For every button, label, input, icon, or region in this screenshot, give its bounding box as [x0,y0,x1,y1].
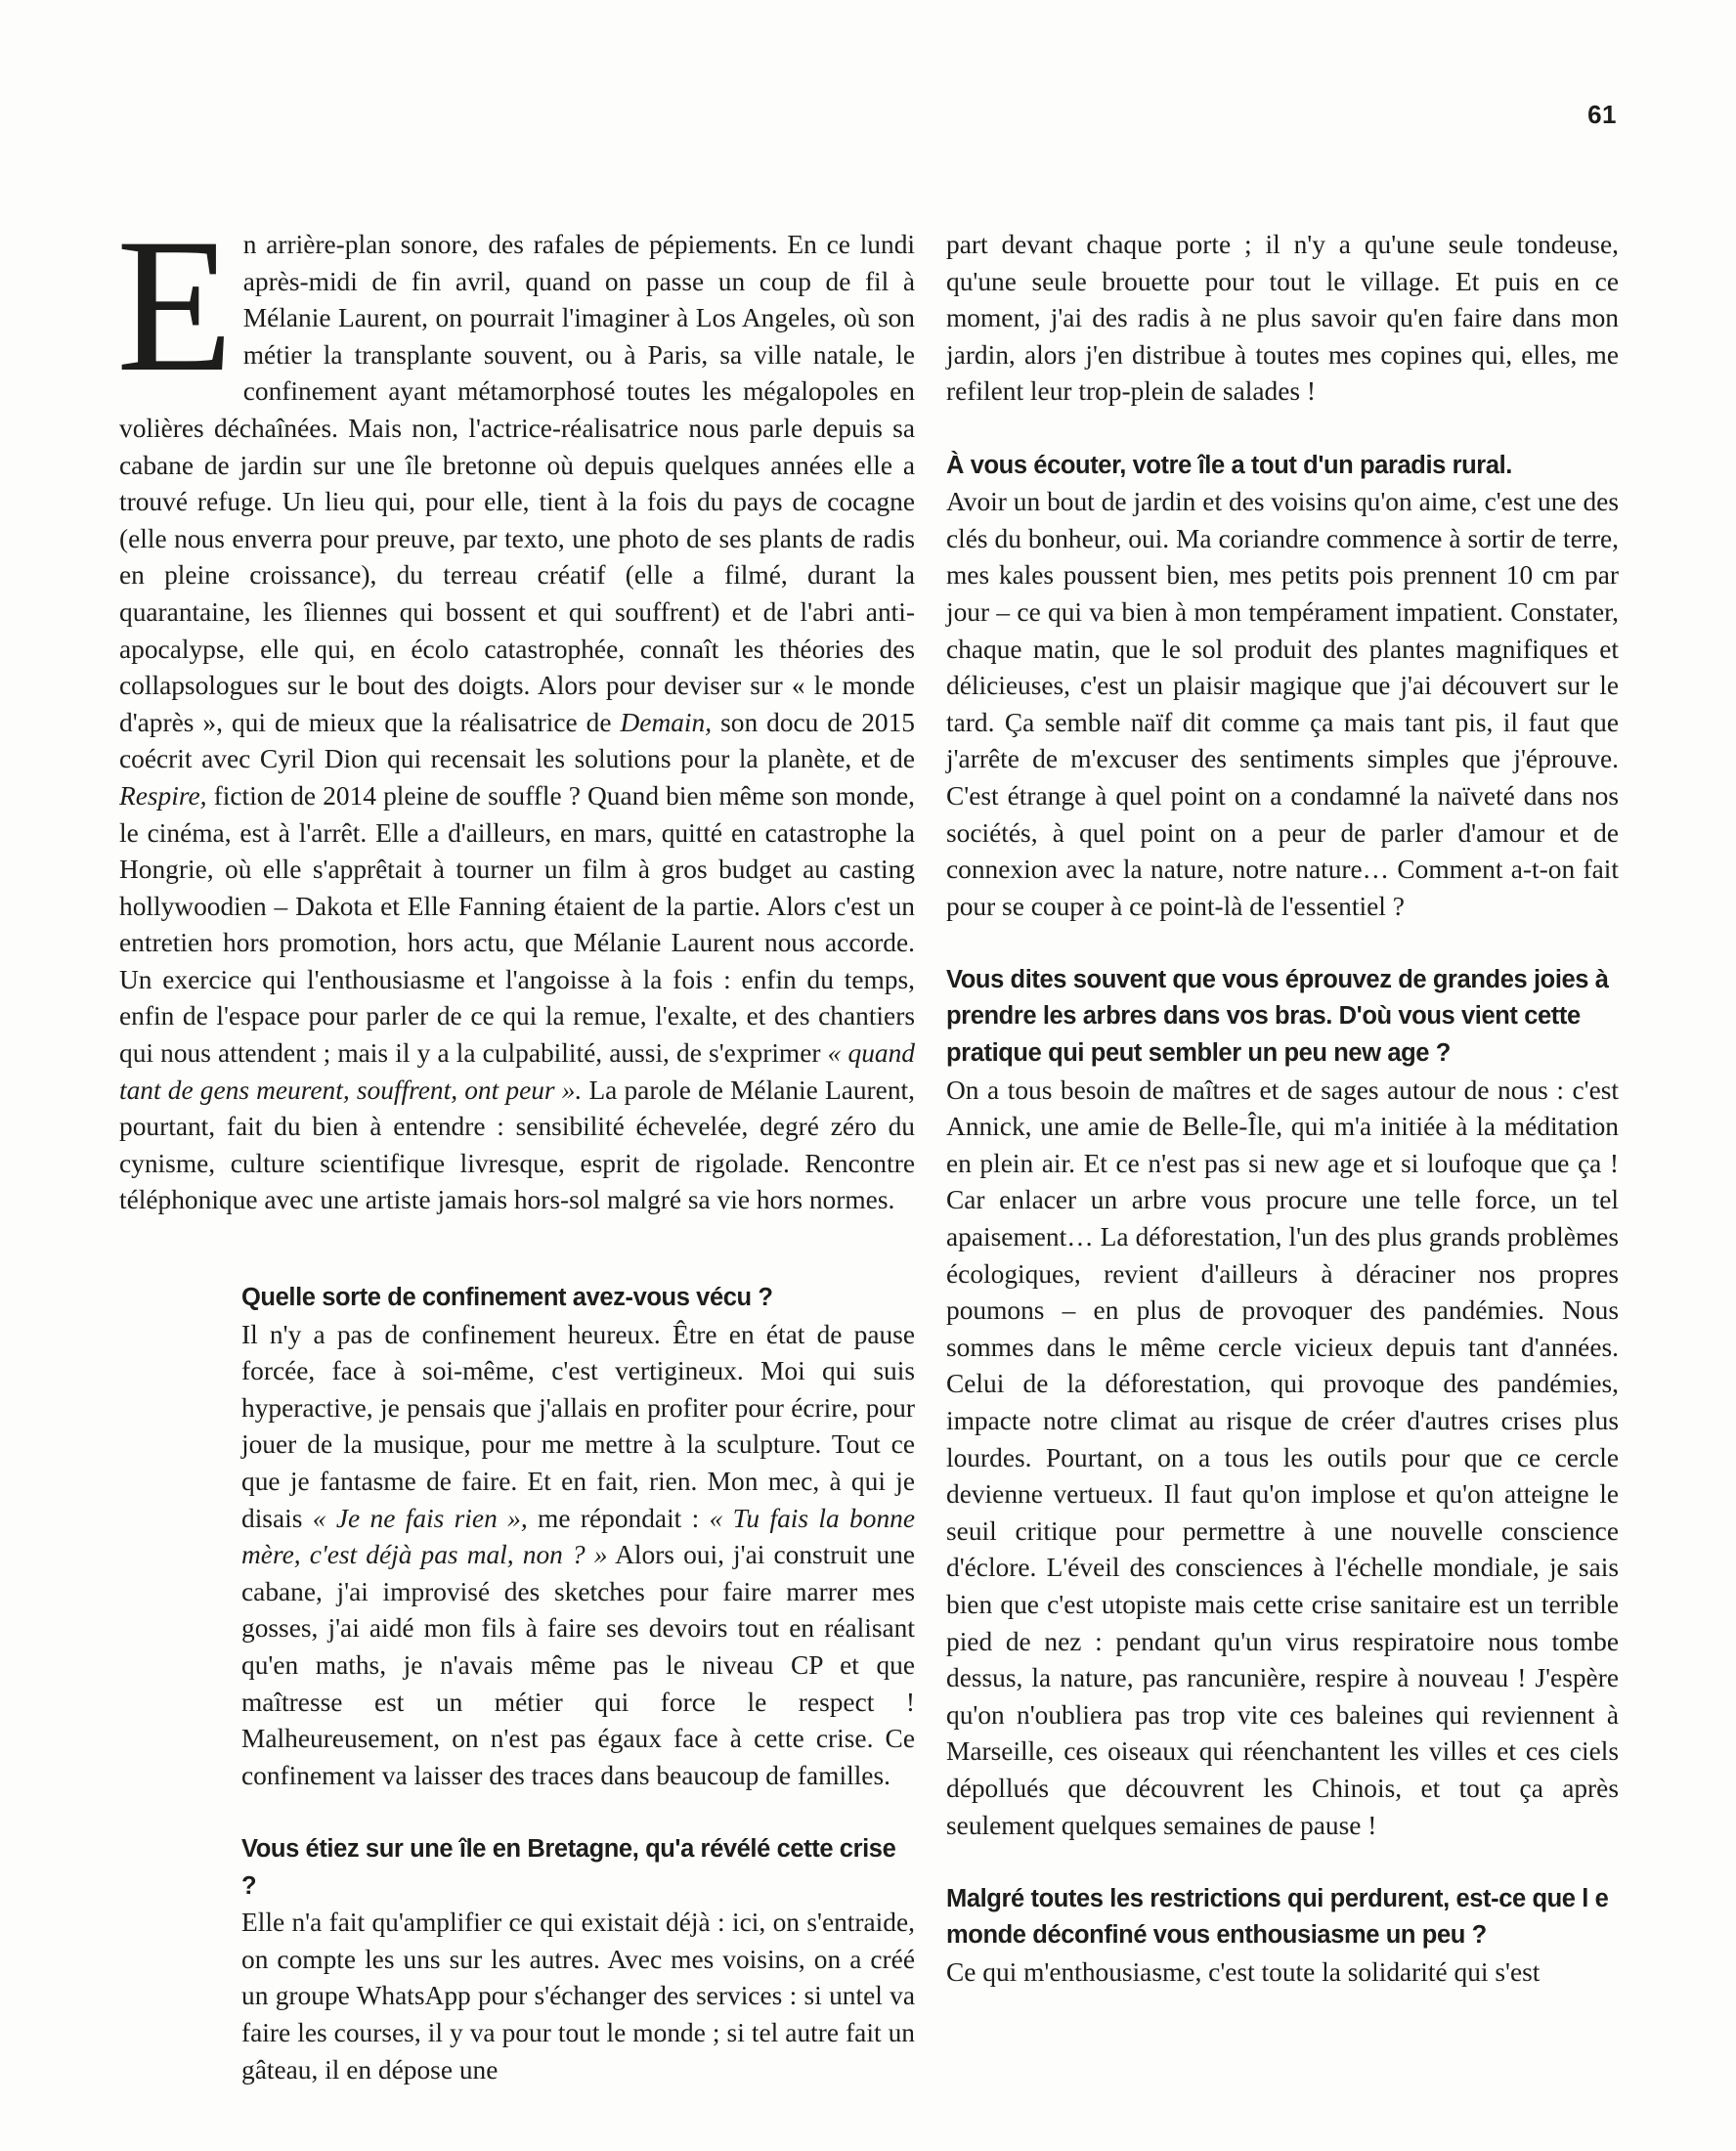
left-column [116,199,915,2088]
intro-text-4: La parole de Mélanie Laurent, pourtant, fait du bien à entendre : sensibilité échevelée, degré zéro du cynisme, culture scientifique livresque, esprit de rigolade. Rencontre téléphonique avec une artiste jamais hors-sol malgré sa vie hors normes. [119,1075,915,1215]
question-2: Vous étiez sur une île en Bretagne, qu'a révélé cette crise ? [241,1834,896,1900]
question-5: Malgré toutes les restrictions qui perdurent, est-ce que l e monde déconfiné vous enthousiasme un peu ? [946,1884,1609,1950]
intro-text-2: son docu de 2015 coécrit avec Cyril Dion qui recensait les solutions pour la planète, et de [119,707,915,774]
film-title-respire: Respire, [119,780,207,811]
answer-2-part-1: Elle n'a fait qu'amplifier ce qui existait déjà : ici, on s'entraide, on compte les uns sur les autres. Avec mes voisins, on a créé un groupe WhatsApp pour s'échanger des services : si untel va faire les courses, il y va pour tout le monde ; si tel autre fait un gâteau, il en dépose une [241,1908,915,2085]
answer-1-quote-1: « Je ne fais rien », [312,1503,528,1533]
intro-text-1: n arrière-plan sonore, des rafales de pépiements. En ce lundi après-midi de fin avril, quand on passe un coup de fil à Mélanie Laurent, on pourrait l'imaginer à Los Angeles, où son métier la transplante souvent, ou à Paris, sa ville natale, le confinement ayant métamorphosé toutes les mégalopoles en volières déchaînées. Mais non, l'actrice-réalisatrice nous parle depuis sa cabane de jardin sur une île bretonne où depuis quelques années elle a trouvé refuge. Un lieu qui, pour elle, tient à la fois du pays de cocagne (elle nous enverra pour preuve, par texto, une photo de ses plants de radis en pleine croissance), du terreau créatif (elle a filmé, durant la quarantaine, les îliennes qui bossent et qui souffrent) et de l'abri anti-apocalypse, elle qui, en écolo catastrophée, connaît les théories des collapsologues sur le bout des doigts. Alors pour deviser sur « le monde d'après », qui de mieux que la réalisatrice de [119,230,915,737]
answer-1-text-1: Il n'y a pas de confinement heureux. Être en état de pause forcée, face à soi-même, c'est vertigineux. Moi qui suis hyperactive, je pensais que j'allais en profiter pour écrire, pour jouer de la musique, pour me mettre à la sculpture. Tout ce que je fantasme de faire. Et en fait, rien. Mon mec, à qui je disais [241,1319,915,1533]
question-4: Vous dites souvent que vous éprouvez de grandes joies à prendre les arbres dans vos bras. D'où vous vient cette pratique qui peut sembler un peu new age ? [946,965,1609,1068]
intro-text-3: fiction de 2014 pleine de souffle ? Quand bien même son monde, le cinéma, est à l'arrêt. Elle a d'ailleurs, en mars, quitté en catastrophe la Hongrie, où elle s'apprêtait à tourner un film à gros budget au casting hollywoodien – Dakota et Elle Fanning étaient de la partie. Alors c'est un entretien hors promotion, hors actu, que Mélanie Laurent nous accorde. Un exercice qui l'enthousiasme et l'angoisse à la fois : enfin du temps, enfin de l'espace pour parler de ce qui la remue, l'exalte, et des chantiers qui nous attendent ; mais il y a la culpabilité, aussi, de s'exprimer [119,780,915,1069]
page-number: 61 [1587,100,1617,129]
answer-4: On a tous besoin de maîtres et de sages autour de nous : c'est Annick, une amie de Belle-Île, qui m'a initiée à la méditation en plein air. Et ce n'est pas si new age et si loufoque que ça ! Car enlacer un arbre vous procure une telle force, un tel apaisement… La déforestation, l'un des plus grands problèmes écologiques, revient d'ailleurs à déraciner nos propres poumons – en plus de provoquer des pandémies. Nous sommes dans le même cercle vicieux depuis tant d'années. Celui de la déforestation, qui provoque des pandémies, impacte notre climat au risque de créer d'autres crises plus lourdes. Pourtant, on a tous les outils pour que ce cercle devienne vertueux. Il faut qu'on implose et qu'on atteigne le seuil critique pour permettre à une nouvelle conscience d'éclore. L'éveil des consciences à l'échelle mondiale, je sais bien que c'est utopiste mais cette crise sanitaire est un terrible pied de nez : pendant qu'un virus respiratoire nous tombe dessus, la nature, pas rancunière, respire à nouveau ! J'espère qu'on n'oubliera pas trop vite ces baleines qui reviennent à Marseille, ces oiseaux qui réenchantent les villes et ces ciels dépollués que découvrent les Chinois, et tout ça après seulement quelques semaines de pause ! [946,1075,1619,1840]
question-1: Quelle sorte de confinement avez-vous vécu ? [241,1284,773,1312]
right-column [946,227,1619,1992]
interview-block-left [241,1280,915,2088]
answer-1-text-2: me répondait : [527,1503,710,1533]
answer-5: Ce qui m'enthousiasme, c'est toute la solidarité qui s'est [946,1956,1541,1987]
answer-3: Avoir un bout de jardin et des voisins qu'on aime, c'est une des clés du bonheur, oui. Ma coriandre commence à sortir de terre, mes kales poussent bien, mes petits pois prennent 10 cm par jour – ce qui va bien à mon tempérament impatient. Constater, chaque matin, que le sol produit des plantes magnifiques et délicieuses, c'est un plaisir magique que j'ai découvert sur le tard. Ça semble naïf dit comme ça mais tant pis, il faut que j'arrête de m'excuser des sentiments simples que j'éprouve. C'est étrange à quel point on a condamné la naïveté dans nos sociétés, à quel point on a peur de parler d'amour et de connexion avec la nature, notre nature… Comment a-t-on fait pour se couper à ce point-là de l'essentiel ? [946,487,1619,921]
question-3: À vous écouter, votre île a tout d'un paradis rural. [946,451,1512,479]
answer-1 [241,1317,915,1795]
drop-cap: E [116,199,234,412]
answer-2-part-2: part devant chaque porte ; il n'y a qu'une seule tondeuse, qu'une seule brouette pour tout le village. Et puis en ce moment, j'ai des radis à ne plus savoir qu'en faire dans mon jardin, alors j'en distribue à toutes mes copines qui, elles, me refilent leur trop-plein de salades ! [946,230,1619,407]
answer-1-quote-2: « Tu fais la bonne mère, c'est déjà pas mal, non ? » [241,1503,915,1570]
film-title-demain: Demain, [620,707,713,737]
intro-quote: « quand tant de gens meurent, souffrent, ont peur ». [119,1038,915,1105]
answer-1-text-3: Alors oui, j'ai construit une cabane, j'ai improvisé des sketches pour faire marrer mes gosses, j'ai aidé mon fils à faire ses devoirs tout en réalisant qu'en maths, je n'avais même pas le niveau CP et que maîtresse est un métier qui force le respect ! Malheureusement, on n'est pas égaux face à cette crise. Ce confinement va laisser des traces dans beaucoup de familles. [241,1540,915,1790]
intro-paragraph [116,199,915,1219]
